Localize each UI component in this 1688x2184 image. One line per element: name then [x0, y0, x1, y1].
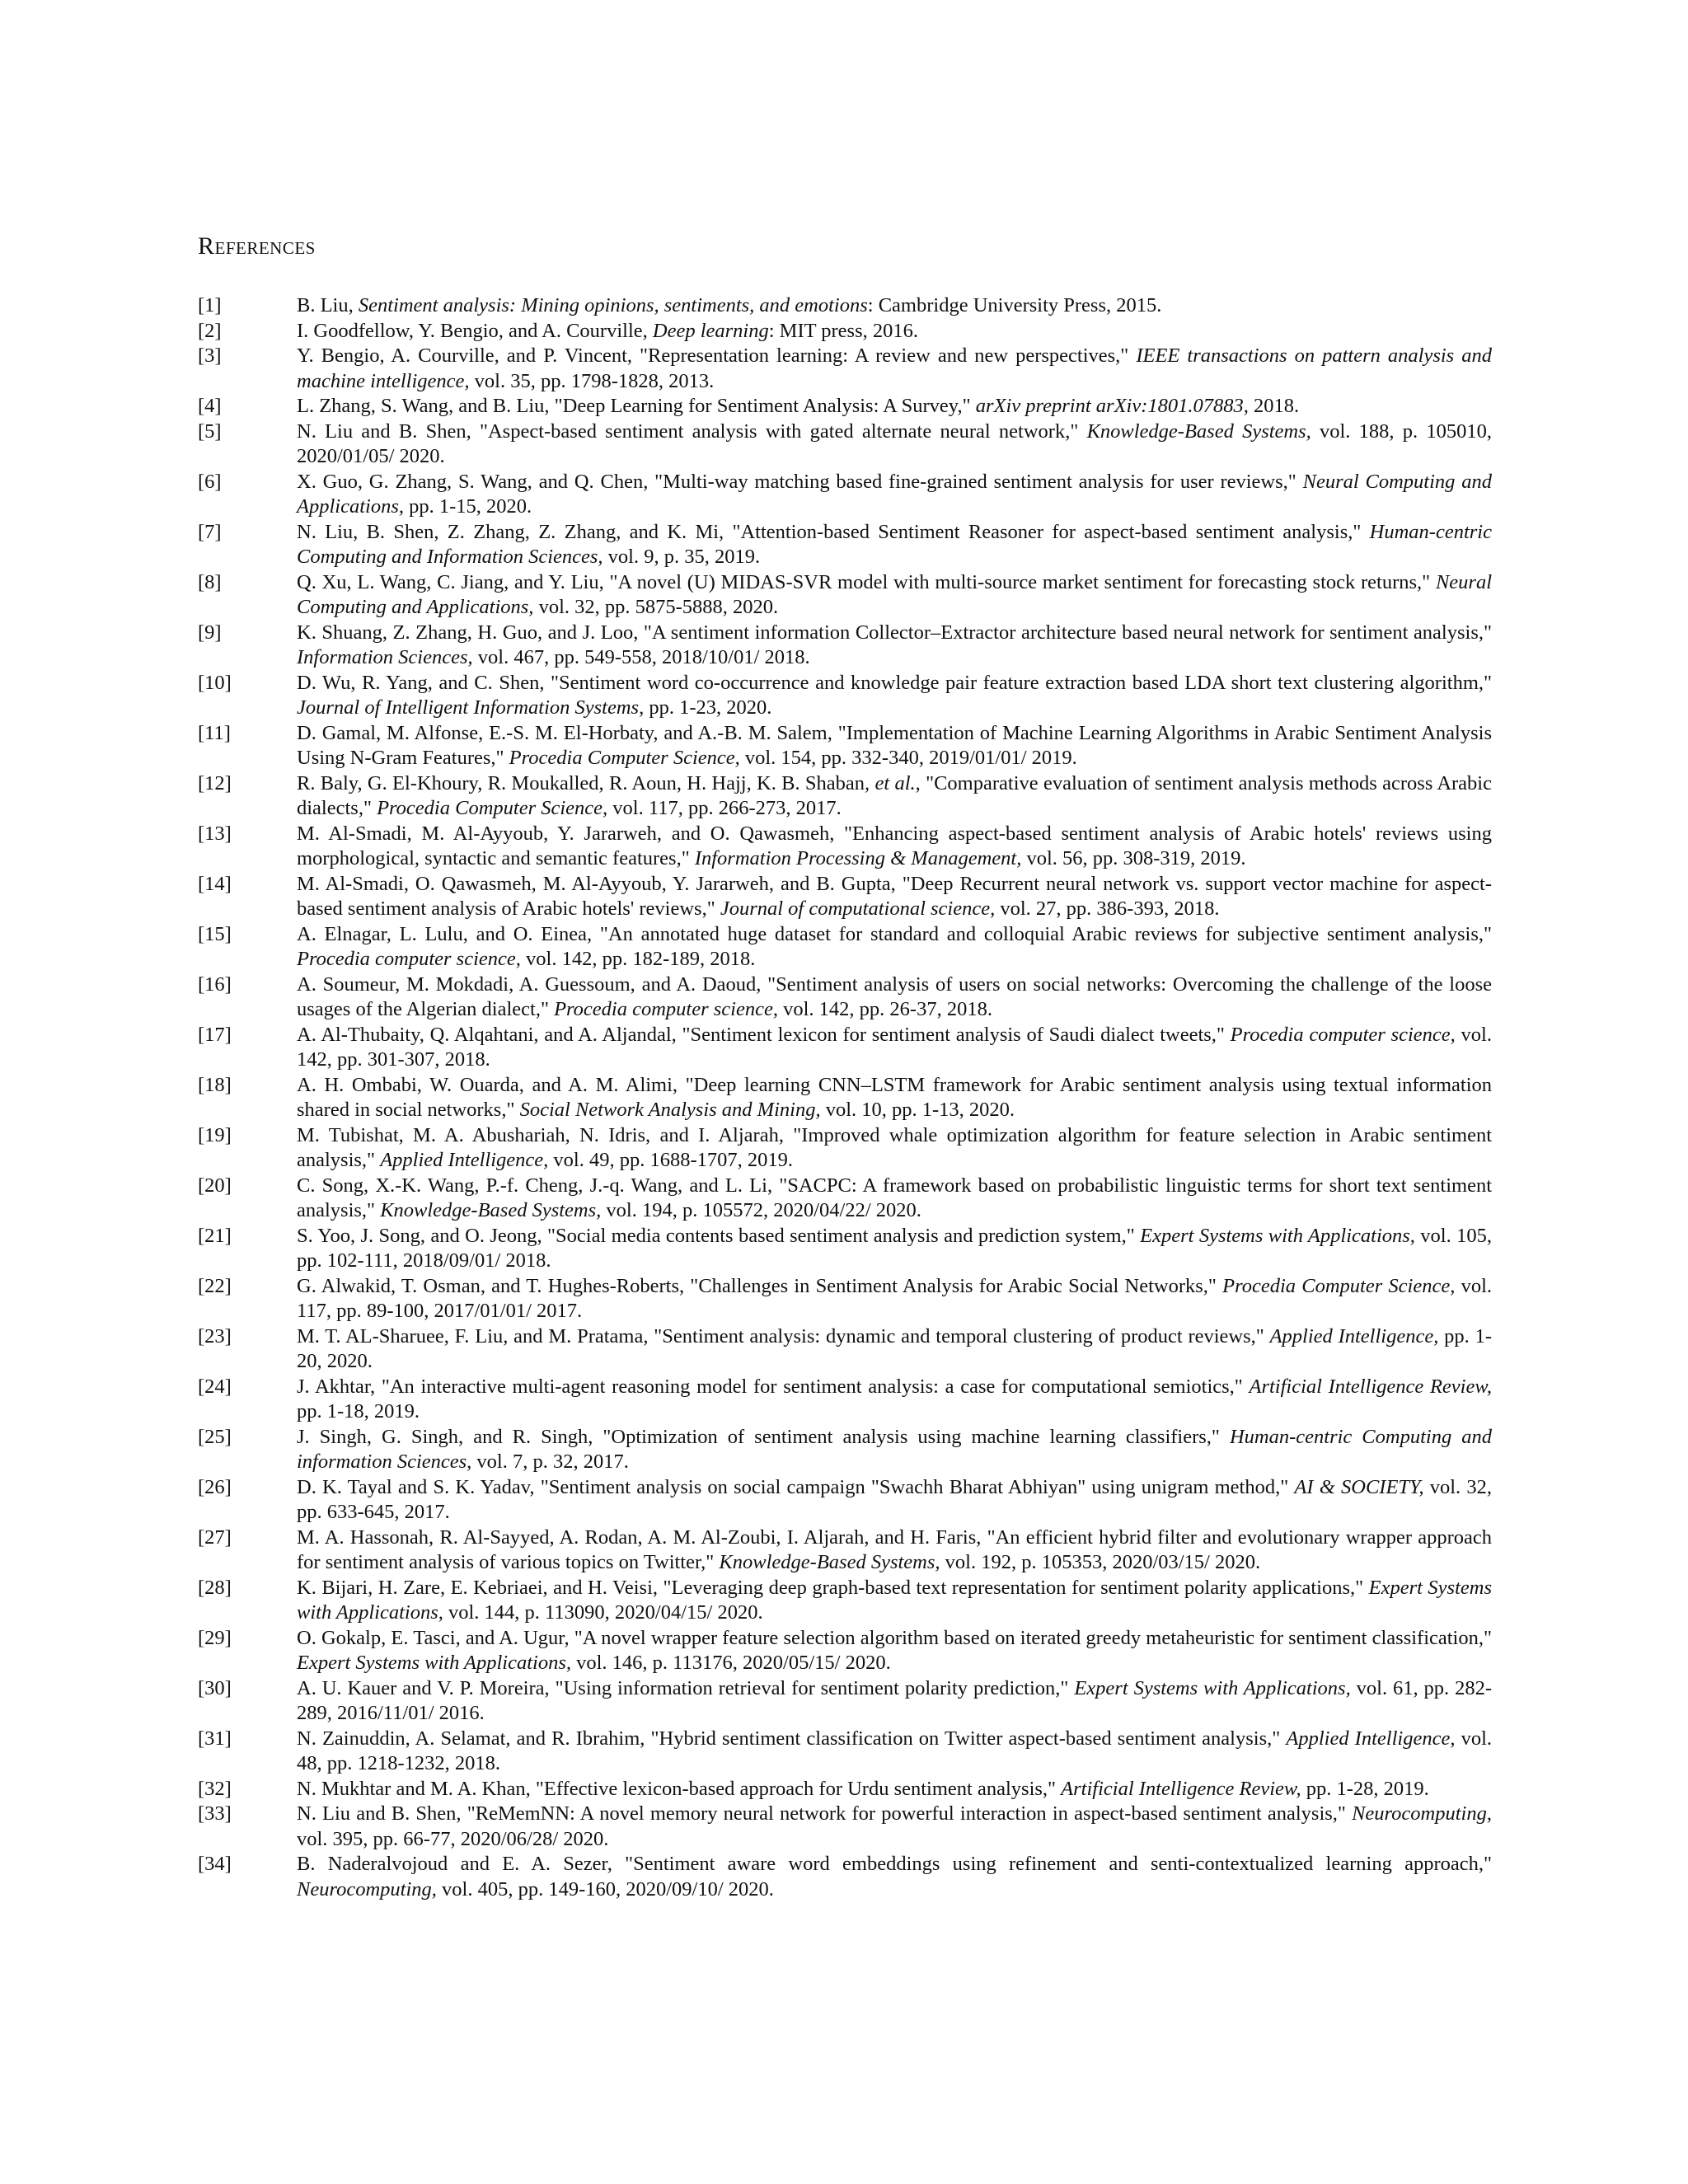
reference-source: Neurocomputing, — [297, 1877, 437, 1900]
reference-segment: : MIT press, 2016. — [768, 319, 918, 342]
reference-segment: N. Zainuddin, A. Selamat, and R. Ibrahim, "Hybrid sentiment classification on Twitter aspect-based sentiment analysis," — [297, 1727, 1287, 1750]
reference-segment: A. U. Kauer and V. P. Moreira, "Using information retrieval for sentiment polarity prediction," — [297, 1676, 1075, 1699]
reference-segment: Y. Bengio, A. Courville, and P. Vincent, "Representation learning: A review and new perspectives," — [297, 344, 1137, 367]
reference-text — [297, 344, 1492, 394]
reference-text — [297, 1123, 1492, 1174]
reference-segment: pp. 1-20, 2020. — [297, 1324, 1492, 1372]
reference-segment: pp. 1-23, 2020. — [644, 696, 772, 719]
reference-source: Artificial Intelligence Review, — [1061, 1777, 1301, 1800]
reference-number: [25] — [198, 1425, 232, 1448]
reference-number: [33] — [198, 1802, 232, 1825]
reference-segment: : Cambridge University Press, 2015. — [867, 294, 1162, 316]
reference-segment: vol. 27, pp. 386-393, 2018. — [995, 898, 1220, 920]
reference-text — [297, 972, 1492, 1023]
reference-text — [297, 1324, 1492, 1375]
reference-segment: Q. Xu, L. Wang, C. Jiang, and Y. Liu, "A novel (U) MIDAS-SVR model with multi-source market sentiment for forecasting stock returns," — [297, 570, 1436, 593]
reference-number: [9] — [198, 621, 222, 644]
reference-entry — [198, 922, 1492, 972]
reference-entry — [198, 872, 1492, 922]
reference-entry — [198, 1324, 1492, 1375]
reference-entry — [198, 1375, 1492, 1425]
reference-segment: O. Gokalp, E. Tasci, and A. Ugur, "A novel wrapper feature selection algorithm based on iterated greedy metaheuristic for sentiment classification," — [297, 1626, 1492, 1649]
reference-entry — [198, 394, 1492, 419]
reference-source: Expert Systems with Applications, — [1074, 1676, 1351, 1699]
reference-entry — [198, 1174, 1492, 1224]
reference-segment: vol. 48, pp. 1218-1232, 2018. — [297, 1727, 1493, 1774]
reference-entry — [198, 1626, 1492, 1676]
reference-text — [297, 771, 1492, 822]
reference-source: Applied Intelligence, — [380, 1149, 549, 1171]
reference-segment: vol. 395, pp. 66-77, 2020/06/28/ 2020. — [297, 1827, 609, 1850]
reference-text — [297, 419, 1492, 470]
reference-segment: vol. 146, p. 113176, 2020/05/15/ 2020. — [571, 1652, 891, 1674]
reference-source: Expert Systems with Applications, — [297, 1576, 1493, 1624]
reference-number: [27] — [198, 1526, 232, 1549]
reference-segment: J. Akhtar, "An interactive multi-agent reasoning model for sentiment analysis: a case for computational semiotics," — [297, 1375, 1250, 1398]
reference-segment: K. Shuang, Z. Zhang, H. Guo, and J. Loo, "A sentiment information Collector–Extractor architecture based neural network for sentiment analysis," — [297, 621, 1492, 644]
reference-source: Journal of Intelligent Information Systems, — [297, 696, 645, 719]
reference-segment: vol. 7, p. 32, 2017. — [471, 1451, 629, 1473]
reference-number: [21] — [198, 1224, 232, 1247]
reference-source: Procedia Computer Science, — [509, 747, 740, 769]
reference-source: Neural Computing and Applications, — [297, 470, 1492, 518]
reference-segment: K. Bijari, H. Zare, E. Kebriaei, and H. Veisi, "Leveraging deep graph-based text representation for sentiment polarity applications," — [297, 1576, 1369, 1599]
reference-number: [8] — [198, 570, 222, 593]
reference-number: [1] — [198, 294, 222, 316]
reference-segment: A. Soumeur, M. Mokdadi, A. Guessoum, and A. Daoud, "Sentiment analysis of users on social networks: Overcoming the challenge of the loose usages of the Algerian dialect," — [297, 972, 1492, 1020]
reference-segment: vol. 61, pp. 282-289, 2016/11/01/ 2016. — [297, 1676, 1492, 1724]
reference-segment: vol. 117, pp. 89-100, 2017/01/01/ 2017. — [297, 1274, 1492, 1322]
reference-source: Applied Intelligence, — [1286, 1727, 1456, 1750]
reference-text — [297, 1727, 1492, 1777]
reference-source: Knowledge-Based Systems, — [719, 1551, 940, 1573]
reference-entry — [198, 1425, 1492, 1475]
reference-source: IEEE transactions on pattern analysis and machine intelligence, — [297, 344, 1492, 392]
reference-number: [30] — [198, 1676, 232, 1699]
reference-segment: X. Guo, G. Zhang, S. Wang, and Q. Chen, "Multi-way matching based fine-grained sentiment analysis for user reviews," — [297, 470, 1303, 493]
reference-entry — [198, 671, 1492, 721]
reference-segment: M. Al-Smadi, O. Qawasmeh, M. Al-Ayyoub, Y. Jararweh, and B. Gupta, "Deep Recurrent neural network vs. support vector machine for aspect-based sentiment analysis of Arabic hotels' reviews," — [297, 872, 1492, 920]
reference-source: Artificial Intelligence Review, — [1249, 1375, 1492, 1398]
reference-number: [18] — [198, 1073, 232, 1096]
reference-number: [7] — [198, 520, 222, 543]
reference-text — [297, 872, 1492, 922]
reference-number: [34] — [198, 1853, 232, 1875]
reference-segment: M. Al-Smadi, M. Al-Ayyoub, Y. Jararweh, and O. Qawasmeh, "Enhancing aspect-based sentiment analysis of Arabic hotels' reviews using morphological, syntactic and semantic features," — [297, 822, 1492, 869]
reference-source: Journal of computational science, — [720, 898, 996, 920]
reference-segment: vol. 194, p. 105572, 2020/04/22/ 2020. — [601, 1199, 921, 1221]
reference-entry — [198, 570, 1492, 621]
reference-entry — [198, 1274, 1492, 1324]
reference-source: Applied Intelligence, — [1269, 1324, 1439, 1347]
section-heading: References — [198, 232, 316, 260]
reference-segment: vol. 142, pp. 182-189, 2018. — [520, 948, 756, 970]
reference-entry — [198, 1852, 1492, 1902]
reference-source: AI & SOCIETY, — [1294, 1475, 1424, 1498]
reference-text — [297, 1526, 1492, 1576]
reference-segment: vol. 105, pp. 102-111, 2018/09/01/ 2018. — [297, 1224, 1493, 1272]
reference-source: Procedia computer science, — [554, 998, 778, 1020]
reference-entry — [198, 319, 1492, 344]
reference-source: Procedia computer science, — [1230, 1023, 1456, 1046]
reference-segment: vol. 9, p. 35, 2019. — [603, 546, 761, 568]
reference-segment: pp. 1-28, 2019. — [1301, 1777, 1429, 1800]
reference-entry — [198, 771, 1492, 822]
reference-segment: L. Zhang, S. Wang, and B. Liu, "Deep Learning for Sentiment Analysis: A Survey," — [297, 395, 976, 417]
reference-source: Procedia computer science, — [297, 948, 521, 970]
reference-entry — [198, 1475, 1492, 1526]
reference-segment: G. Alwakid, T. Osman, and T. Hughes-Roberts, "Challenges in Sentiment Analysis for Arabic Social Networks," — [297, 1274, 1223, 1297]
reference-segment: , "Comparative evaluation of sentiment analysis methods across Arabic dialects," — [297, 771, 1492, 819]
reference-entry — [198, 344, 1492, 394]
reference-entry — [198, 621, 1492, 671]
reference-segment: J. Singh, G. Singh, and R. Singh, "Optimization of sentiment analysis using machine learning classifiers," — [297, 1425, 1230, 1448]
reference-segment: vol. 144, p. 113090, 2020/04/15/ 2020. — [443, 1601, 763, 1624]
reference-number: [2] — [198, 319, 222, 342]
reference-segment: I. Goodfellow, Y. Bengio, and A. Courville, — [297, 319, 653, 342]
reference-segment: vol. 10, pp. 1-13, 2020. — [820, 1099, 1015, 1121]
reference-source: Neural Computing and Applications, — [297, 570, 1492, 618]
reference-entry — [198, 419, 1492, 470]
reference-entry — [198, 1802, 1492, 1852]
reference-text — [297, 1576, 1492, 1626]
reference-source: Expert Systems with Applications, — [297, 1652, 571, 1674]
reference-number: [26] — [198, 1475, 232, 1498]
reference-entry — [198, 822, 1492, 872]
reference-segment: M. T. AL-Sharuee, F. Liu, and M. Pratama, "Sentiment analysis: dynamic and temporal clustering of product reviews," — [297, 1324, 1270, 1347]
reference-text — [297, 470, 1492, 520]
reference-segment: vol. 49, pp. 1688-1707, 2019. — [548, 1149, 793, 1171]
reference-text — [297, 1425, 1492, 1475]
reference-number: [28] — [198, 1576, 232, 1599]
reference-number: [31] — [198, 1727, 232, 1750]
reference-segment: vol. 35, pp. 1798-1828, 2013. — [469, 369, 715, 392]
reference-number: [22] — [198, 1274, 232, 1297]
reference-entry — [198, 1023, 1492, 1073]
reference-number: [14] — [198, 872, 232, 895]
reference-text — [297, 520, 1492, 570]
reference-number: [10] — [198, 671, 232, 694]
reference-segment: vol. 32, pp. 633-645, 2017. — [297, 1475, 1492, 1523]
reference-source: Procedia Computer Science, — [377, 797, 608, 819]
reference-segment: N. Mukhtar and M. A. Khan, "Effective lexicon-based approach for Urdu sentiment analysis," — [297, 1777, 1062, 1800]
reference-segment: vol. 142, pp. 301-307, 2018. — [297, 1023, 1492, 1071]
reference-segment: vol. 154, pp. 332-340, 2019/01/01/ 2019. — [739, 747, 1077, 769]
reference-text — [297, 1023, 1492, 1073]
reference-text — [297, 394, 1492, 419]
reference-text — [297, 822, 1492, 872]
reference-segment: C. Song, X.-K. Wang, P.-f. Cheng, J.-q. Wang, and L. Li, "SACPC: A framework based on probabilistic linguistic terms for short text sentiment analysis," — [297, 1174, 1492, 1221]
reference-entry — [198, 1576, 1492, 1626]
reference-entry — [198, 1727, 1492, 1777]
reference-number: [5] — [198, 419, 222, 443]
reference-segment: R. Baly, G. El-Khoury, R. Moukalled, R. Aoun, H. Hajj, K. B. Shaban — [297, 771, 865, 794]
reference-segment: vol. 467, pp. 549-558, 2018/10/01/ 2018. — [472, 646, 810, 668]
reference-segment: N. Liu, B. Shen, Z. Zhang, Z. Zhang, and K. Mi, "Attention-based Sentiment Reasoner for aspect-based sentiment analysis," — [297, 520, 1370, 543]
reference-segment: N. Liu and B. Shen, "Aspect-based sentiment analysis with gated alternate neural network," — [297, 419, 1087, 443]
reference-segment: vol. 192, p. 105353, 2020/03/15/ 2020. — [940, 1551, 1261, 1573]
reference-entry — [198, 520, 1492, 570]
reference-number: [20] — [198, 1174, 232, 1197]
reference-number: [4] — [198, 395, 222, 417]
reference-entry — [198, 1073, 1492, 1123]
reference-entry — [198, 1777, 1492, 1802]
reference-number: [16] — [198, 972, 232, 996]
reference-segment: N. Liu and B. Shen, "ReMemNN: A novel memory neural network for powerful interaction in aspect-based sentiment analysis," — [297, 1802, 1353, 1825]
reference-segment: vol. 56, pp. 308-319, 2019. — [1021, 847, 1246, 869]
reference-segment: vol. 405, pp. 149-160, 2020/09/10/ 2020. — [436, 1877, 774, 1900]
reference-entry — [198, 972, 1492, 1023]
reference-text — [297, 570, 1492, 621]
reference-source: arXiv preprint arXiv:1801.07883, — [975, 395, 1249, 417]
reference-entry — [198, 1526, 1492, 1576]
reference-segment: vol. 117, pp. 266-273, 2017. — [607, 797, 842, 819]
reference-number: [17] — [198, 1023, 232, 1046]
reference-segment: vol. 142, pp. 26-37, 2018. — [777, 998, 992, 1020]
reference-number: [19] — [198, 1123, 232, 1146]
reference-text — [297, 1224, 1492, 1274]
reference-source: Social Network Analysis and Mining, — [519, 1099, 821, 1121]
reference-segment: D. Wu, R. Yang, and C. Shen, "Sentiment word co-occurrence and knowledge pair feature extraction based LDA short text clustering algorithm," — [297, 671, 1492, 694]
reference-segment: B. Liu, — [297, 294, 359, 316]
reference-number: [32] — [198, 1777, 232, 1800]
reference-segment: M. A. Hassonah, R. Al-Sayyed, A. Rodan, A. M. Al-Zoubi, I. Aljarah, and H. Faris, "An efficient hybrid filter and evolutionary wrapper approach for sentiment analysis of various topics on Twitter," — [297, 1526, 1492, 1573]
reference-list — [198, 293, 1492, 1902]
reference-text — [297, 1274, 1492, 1324]
reference-source: Human-centric Computing and information Sciences, — [297, 1425, 1492, 1473]
reference-entry — [198, 1224, 1492, 1274]
reference-text — [297, 922, 1492, 972]
reference-segment: A. Elnagar, L. Lulu, and O. Einea, "An annotated huge dataset for standard and colloquial Arabic reviews for subjective sentiment analysis," — [297, 922, 1492, 945]
reference-text — [297, 1174, 1492, 1224]
reference-number: [29] — [198, 1626, 232, 1649]
reference-segment: B. Naderalvojoud and E. A. Sezer, "Sentiment aware word embeddings using refinement and senti-contextualized learning approach," — [297, 1853, 1492, 1875]
reference-entry — [198, 1123, 1492, 1174]
reference-segment: pp. 1-15, 2020. — [403, 495, 532, 518]
reference-segment: D. Gamal, M. Alfonse, E.-S. M. El-Horbaty, and A.-B. M. Salem, "Implementation of Machine Learning Algorithms in Arabic Sentiment Analysis Using N-Gram Features," — [297, 721, 1492, 769]
reference-source: Deep learning — [652, 319, 769, 342]
reference-text — [297, 721, 1492, 771]
reference-segment: vol. 32, pp. 5875-5888, 2020. — [533, 596, 779, 618]
reference-number: [3] — [198, 344, 222, 367]
reference-segment: pp. 1-18, 2019. — [297, 1400, 420, 1422]
reference-segment: S. Yoo, J. Song, and O. Jeong, "Social media contents based sentiment analysis and prediction system," — [297, 1224, 1141, 1247]
reference-text — [297, 319, 1492, 344]
reference-number: [12] — [198, 771, 232, 794]
reference-source: Expert Systems with Applications, — [1140, 1224, 1415, 1247]
reference-segment: M. Tubishat, M. A. Abushariah, N. Idris, and I. Aljarah, "Improved whale optimization algorithm for feature selection in Arabic sentiment analysis," — [297, 1123, 1492, 1171]
reference-segment: D. K. Tayal and S. K. Yadav, "Sentiment analysis on social campaign "Swachh Bharat Abhiyan" using unigram method," — [297, 1475, 1295, 1498]
reference-text — [297, 293, 1492, 319]
reference-number: [13] — [198, 822, 232, 845]
reference-text — [297, 1475, 1492, 1526]
reference-entry — [198, 721, 1492, 771]
reference-entry — [198, 293, 1492, 319]
reference-text — [297, 1073, 1492, 1123]
reference-source: , et al. — [865, 771, 916, 794]
reference-segment: A. H. Ombabi, W. Ouarda, and A. M. Alimi, "Deep learning CNN–LSTM framework for Arabic sentiment analysis using textual information shared in social networks," — [297, 1073, 1492, 1121]
reference-text — [297, 621, 1492, 671]
reference-segment: 2018. — [1248, 395, 1300, 417]
reference-text — [297, 1852, 1492, 1902]
reference-text — [297, 1802, 1492, 1852]
reference-text — [297, 1777, 1492, 1802]
reference-text — [297, 671, 1492, 721]
reference-number: [6] — [198, 470, 222, 493]
reference-entry — [198, 470, 1492, 520]
reference-source: Knowledge-Based Systems, — [380, 1199, 602, 1221]
reference-number: [11] — [198, 721, 231, 744]
reference-entry — [198, 1676, 1492, 1727]
reference-text — [297, 1626, 1492, 1676]
reference-segment: A. Al-Thubaity, Q. Alqahtani, and A. Aljandal, "Sentiment lexicon for sentiment analysis of Saudi dialect tweets," — [297, 1023, 1231, 1046]
reference-source: Information Sciences, — [297, 646, 473, 668]
reference-text — [297, 1676, 1492, 1727]
reference-number: [24] — [198, 1375, 232, 1398]
reference-source: Sentiment analysis: Mining opinions, sentiments, and emotions — [358, 294, 868, 316]
reference-source: Human-centric Computing and Information Sciences, — [297, 520, 1492, 568]
reference-source: Neurocomputing, — [1352, 1802, 1492, 1825]
reference-segment: vol. 188, p. 105010, 2020/01/05/ 2020. — [297, 419, 1492, 467]
reference-source: Knowledge-Based Systems, — [1086, 419, 1311, 443]
reference-text — [297, 1375, 1492, 1425]
reference-source: Procedia Computer Science, — [1222, 1274, 1456, 1297]
reference-source: Information Processing & Management, — [694, 847, 1022, 869]
reference-number: [15] — [198, 922, 232, 945]
reference-number: [23] — [198, 1324, 232, 1347]
